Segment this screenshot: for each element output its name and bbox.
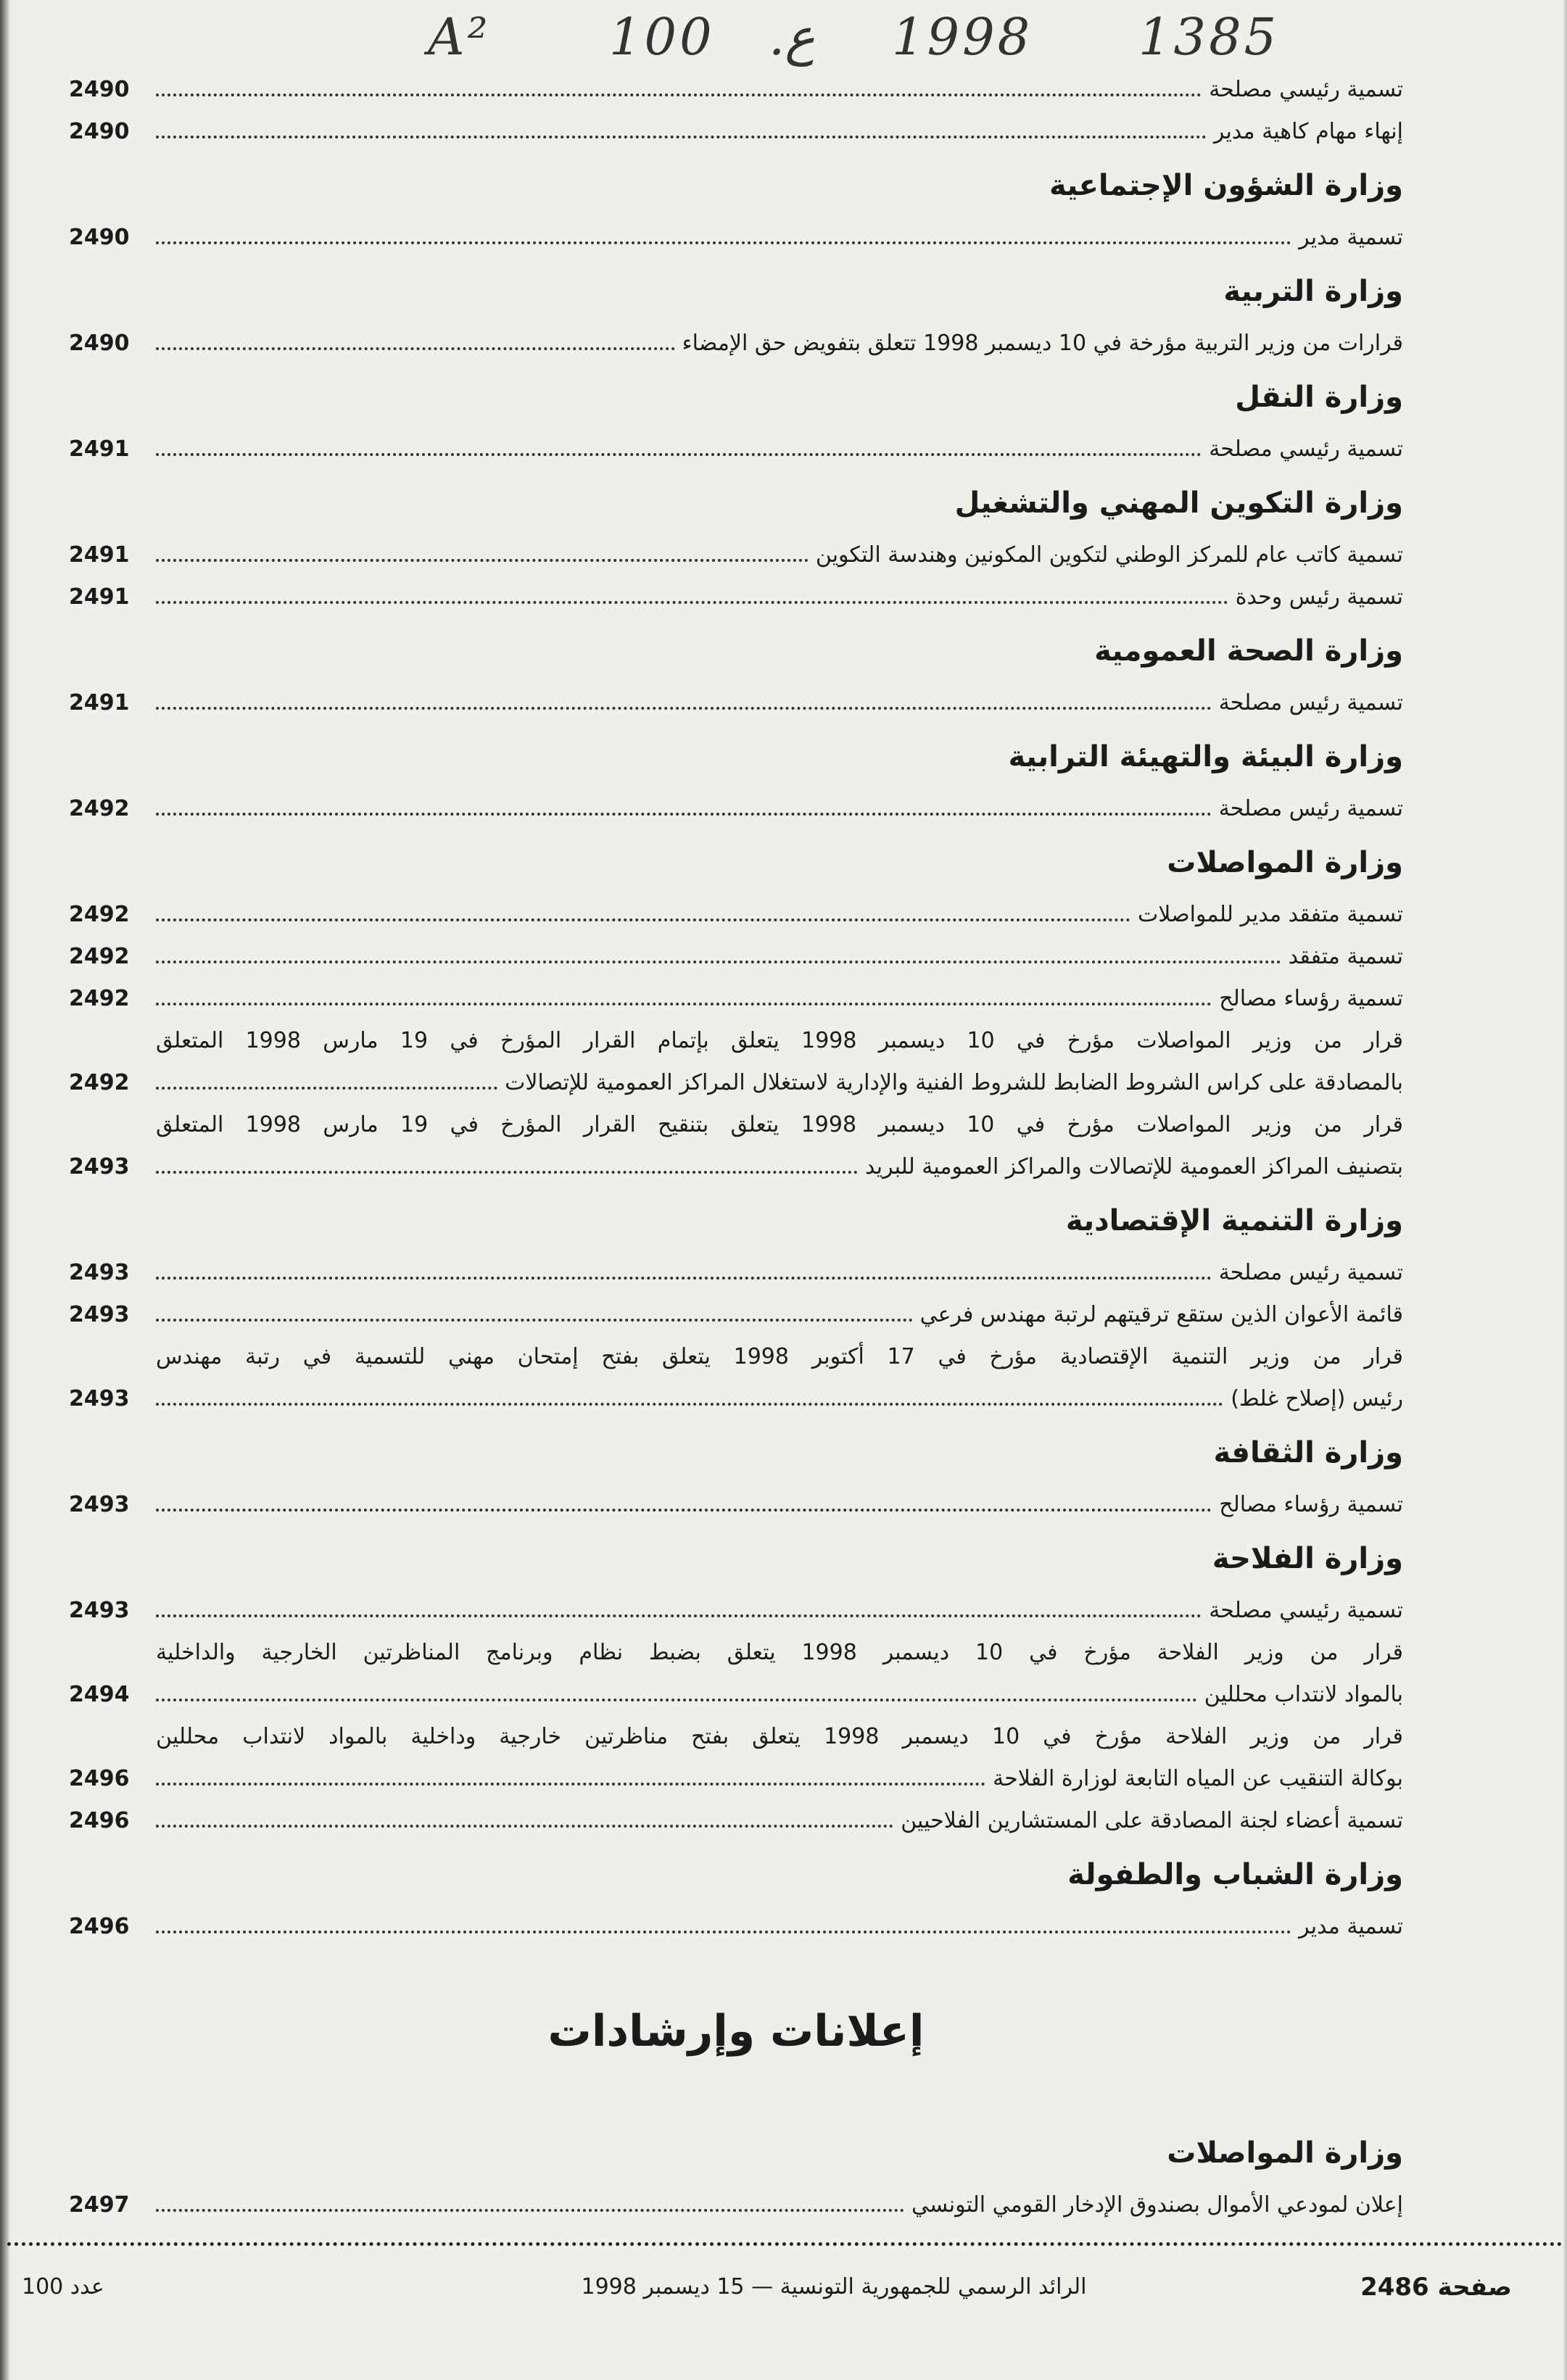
footer-rule bbox=[7, 2242, 1563, 2246]
toc-entry bbox=[69, 1800, 1403, 1842]
handwritten-reference bbox=[428, 0, 1327, 80]
dot-leader bbox=[156, 919, 1130, 921]
dot-leader bbox=[156, 347, 675, 350]
toc-entry-title: تسمية رئيس مصلحة bbox=[1218, 796, 1403, 821]
toc-entry-leader bbox=[156, 576, 1403, 618]
toc-entry-line: قرار من وزير الفلاحة مؤرخ في 10 ديسمبر 1998 يتعلق بفتح مناظرتين خارجية وداخلية بالمواد لانتداب محللين bbox=[156, 1724, 1403, 1749]
ministry-heading: وزارة الثقافة bbox=[1213, 1436, 1403, 1469]
toc-entry-leader bbox=[156, 534, 1403, 576]
toc-page-number: 2490 bbox=[69, 331, 130, 356]
footer-page-number: صفحة 2486 bbox=[1360, 2273, 1512, 2302]
dot-leader bbox=[156, 1319, 913, 1322]
ministry-heading: وزارة البيئة والتهيئة الترابية bbox=[1008, 740, 1403, 774]
dot-leader bbox=[156, 1825, 893, 1828]
dot-leader bbox=[156, 136, 1207, 138]
toc-entry bbox=[69, 534, 1403, 576]
ministry-heading: وزارة الصحة العمومية bbox=[1094, 634, 1403, 668]
toc-entry-title: تسمية رؤساء مصالح bbox=[1219, 986, 1403, 1011]
toc-entry bbox=[69, 111, 1403, 153]
toc-entry-title: بالمصادقة على كراس الشروط الضابط للشروط الفنية والإدارية لاستغلال المراكز العمومية للإتصالات bbox=[505, 1070, 1403, 1095]
toc-entry-multiline bbox=[69, 1716, 1403, 1800]
dot-leader bbox=[156, 1699, 1197, 1701]
toc-entry bbox=[69, 1484, 1403, 1526]
toc-entry-multiline bbox=[69, 1336, 1403, 1420]
toc-entry-title: تسمية رئيسي مصلحة bbox=[1209, 77, 1403, 102]
toc-entry-title: تسمية رئيسي مصلحة bbox=[1209, 436, 1403, 462]
dot-leader bbox=[156, 1783, 985, 1786]
toc-page-number: 2490 bbox=[69, 77, 130, 102]
toc-page-number: 2491 bbox=[69, 584, 130, 610]
toc-entry-leader bbox=[156, 894, 1403, 936]
dot-leader bbox=[156, 601, 1228, 604]
toc-page-number: 2490 bbox=[69, 119, 130, 144]
handwritten-ref-issue: 100 bbox=[609, 7, 715, 67]
handwritten-ref-letter: .ع bbox=[769, 7, 816, 67]
toc-entry bbox=[69, 323, 1403, 365]
toc-page-number: 2492 bbox=[69, 944, 130, 969]
toc-entry-leader bbox=[156, 428, 1403, 470]
toc-entry bbox=[69, 1590, 1403, 1632]
dot-leader bbox=[156, 1509, 1212, 1512]
dot-leader bbox=[156, 1087, 497, 1090]
ministry-heading: وزارة الشؤون الإجتماعية bbox=[1049, 169, 1403, 202]
table-of-contents bbox=[69, 69, 1403, 2226]
toc-entry bbox=[69, 576, 1403, 618]
toc-entry-title: إنهاء مهام كاهية مدير bbox=[1213, 119, 1403, 144]
toc-entry-lastline bbox=[69, 1062, 1403, 1104]
handwritten-ref-code: A² bbox=[428, 7, 491, 67]
dot-leader bbox=[156, 1931, 1291, 1933]
toc-entry-leader bbox=[156, 1758, 1403, 1800]
footer-journal-date: الرائد الرسمي للجمهورية التونسية — 15 ديسمبر 1998 bbox=[581, 2274, 1087, 2300]
toc-entry-lastline bbox=[69, 1146, 1403, 1188]
toc-page-number: 2490 bbox=[69, 225, 130, 250]
toc-entry-title: تسمية رئيس مصلحة bbox=[1218, 690, 1403, 716]
toc-entry-leader bbox=[156, 1062, 1403, 1104]
toc-entry-title: تسمية متفقد مدير للمواصلات bbox=[1137, 902, 1403, 927]
toc-entry-leader bbox=[156, 111, 1403, 153]
toc-entry-leader bbox=[156, 1146, 1403, 1188]
toc-entry-leader bbox=[156, 788, 1403, 830]
toc-entry-leader bbox=[156, 217, 1403, 259]
toc-entry-leader bbox=[156, 1378, 1403, 1420]
toc-entry-line: قرار من وزير الفلاحة مؤرخ في 10 ديسمبر 1998 يتعلق بضبط نظام وبرنامج المناظرتين الخارجية والداخلية bbox=[156, 1640, 1404, 1665]
toc-page-number: 2496 bbox=[69, 1766, 130, 1791]
toc-entry-leader bbox=[156, 1800, 1403, 1842]
toc-entry-lastline bbox=[69, 1758, 1403, 1800]
toc-page-number: 2493 bbox=[69, 1492, 130, 1517]
toc-entry-title: تسمية مدير bbox=[1299, 1914, 1403, 1939]
ministry-heading: وزارة الشباب والطفولة bbox=[1067, 1858, 1403, 1891]
toc-page-number: 2491 bbox=[69, 690, 130, 716]
toc-entry bbox=[69, 1294, 1403, 1336]
dot-leader bbox=[156, 1171, 858, 1174]
dot-leader bbox=[156, 813, 1212, 816]
toc-entry bbox=[69, 217, 1403, 259]
toc-entry bbox=[69, 936, 1403, 978]
toc-entry-leader bbox=[156, 1906, 1403, 1948]
toc-entry-title: بتصنيف المراكز العمومية للإتصالات والمراكز العمومية للبريد bbox=[864, 1154, 1403, 1179]
toc-entry-title: تسمية مدير bbox=[1299, 225, 1403, 250]
dot-leader bbox=[156, 707, 1212, 710]
notices-heading: إعلانات وإرشادات bbox=[547, 2006, 925, 2057]
toc-entry bbox=[69, 978, 1403, 1020]
toc-entry-line: قرار من وزير المواصلات مؤرخ في 10 ديسمبر 1998 يتعلق بتنقيح القرار المؤرخ في 19 مارس 1998 المتعلق bbox=[156, 1112, 1404, 1137]
toc-page-number: 2491 bbox=[69, 542, 130, 568]
toc-entry bbox=[69, 428, 1403, 470]
toc-entry-leader bbox=[156, 1294, 1403, 1336]
handwritten-ref-number: 1385 bbox=[1138, 7, 1280, 67]
toc-entry-lastline bbox=[69, 1378, 1403, 1420]
toc-page-number: 2491 bbox=[69, 436, 130, 462]
toc-entry-leader bbox=[156, 69, 1403, 111]
toc-entry-title: بوكالة التنقيب عن المياه التابعة لوزارة الفلاحة bbox=[993, 1766, 1403, 1791]
toc-entry-leader bbox=[156, 1590, 1403, 1632]
toc-entry-leader bbox=[156, 682, 1403, 724]
toc-entry-title: تسمية رئيس مصلحة bbox=[1218, 1260, 1403, 1285]
toc-entry-multiline bbox=[69, 1104, 1403, 1188]
dot-leader bbox=[156, 94, 1202, 96]
toc-entry bbox=[69, 1906, 1403, 1948]
toc-entry-title: تسمية رئيسي مصلحة bbox=[1209, 1598, 1403, 1623]
page-footer bbox=[22, 2265, 1545, 2309]
dot-leader bbox=[156, 2209, 904, 2212]
toc-entry-title: تسمية متفقد bbox=[1288, 944, 1403, 969]
toc-entry bbox=[69, 69, 1403, 111]
toc-page-number: 2493 bbox=[69, 1302, 130, 1327]
toc-entry-title: قرارات من وزير التربية مؤرخة في 10 ديسمبر 1998 تتعلق بتفويض حق الإمضاء bbox=[682, 331, 1403, 356]
ministry-heading: وزارة التربية bbox=[1223, 275, 1403, 308]
toc-entry bbox=[69, 2184, 1403, 2226]
toc-entry bbox=[69, 788, 1403, 830]
toc-page-number: 2492 bbox=[69, 1070, 130, 1095]
toc-page-number: 2493 bbox=[69, 1386, 130, 1411]
toc-entry-leader bbox=[156, 323, 1403, 365]
ministry-heading: وزارة المواصلات bbox=[1167, 2136, 1403, 2170]
dot-leader bbox=[156, 961, 1281, 963]
toc-entry-title: رئيس (إصلاح غلط) bbox=[1231, 1386, 1403, 1411]
toc-entry-title: بالمواد لانتداب محللين bbox=[1204, 1682, 1403, 1707]
dot-leader bbox=[156, 1277, 1212, 1280]
ministry-heading: وزارة الفلاحة bbox=[1212, 1542, 1403, 1575]
toc-entry-leader bbox=[156, 1674, 1403, 1716]
toc-page-number: 2492 bbox=[69, 986, 130, 1011]
toc-entry bbox=[69, 682, 1403, 724]
toc-page-number: 2494 bbox=[69, 1682, 130, 1707]
toc-entry bbox=[69, 894, 1403, 936]
toc-entry-lastline bbox=[69, 1674, 1403, 1716]
ministry-heading: وزارة النقل bbox=[1235, 381, 1403, 414]
toc-entry-leader bbox=[156, 1252, 1403, 1294]
toc-entry-title: تسمية رؤساء مصالح bbox=[1219, 1492, 1403, 1517]
toc-page-number: 2497 bbox=[69, 2192, 130, 2218]
footer-issue-number: عدد 100 bbox=[22, 2274, 104, 2300]
ministry-heading: وزارة التنمية الإقتصادية bbox=[1065, 1204, 1403, 1237]
toc-page-number: 2492 bbox=[69, 796, 130, 821]
toc-entry-leader bbox=[156, 936, 1403, 978]
toc-page-number: 2493 bbox=[69, 1154, 130, 1179]
dot-leader bbox=[156, 1003, 1212, 1006]
ministry-heading: وزارة المواصلات bbox=[1167, 846, 1403, 879]
toc-entry-title: تسمية كاتب عام للمركز الوطني لتكوين المكونين وهندسة التكوين bbox=[815, 542, 1403, 568]
toc-entry-leader bbox=[156, 2184, 1403, 2226]
toc-entry-title: إعلان لمودعي الأموال بصندوق الإدخار القومي التونسي bbox=[911, 2192, 1403, 2218]
scan-edge-shadow bbox=[0, 0, 10, 2380]
dot-leader bbox=[156, 559, 809, 562]
handwritten-ref-year: 1998 bbox=[892, 7, 1033, 67]
toc-entry bbox=[69, 1252, 1403, 1294]
ministry-heading: وزارة التكوين المهني والتشغيل bbox=[954, 486, 1403, 520]
dot-leader bbox=[156, 453, 1202, 456]
toc-entry-leader bbox=[156, 1484, 1403, 1526]
toc-page-number: 2493 bbox=[69, 1260, 130, 1285]
toc-entry-title: قائمة الأعوان الذين ستقع ترقيتهم لرتبة مهندس فرعي bbox=[919, 1302, 1403, 1327]
toc-page-number: 2492 bbox=[69, 902, 130, 927]
dot-leader bbox=[156, 241, 1291, 244]
toc-page-number: 2496 bbox=[69, 1808, 130, 1833]
toc-page-number: 2496 bbox=[69, 1914, 130, 1939]
toc-entry-title: تسمية أعضاء لجنة المصادقة على المستشارين الفلاحيين bbox=[901, 1808, 1403, 1833]
dot-leader bbox=[156, 1614, 1202, 1617]
toc-entry-leader bbox=[156, 978, 1403, 1020]
toc-entry-multiline bbox=[69, 1632, 1403, 1716]
toc-entry-multiline bbox=[69, 1020, 1403, 1104]
toc-page-number: 2493 bbox=[69, 1598, 130, 1623]
toc-entry-line: قرار من وزير المواصلات مؤرخ في 10 ديسمبر 1998 يتعلق بإتمام القرار المؤرخ في 19 مارس 1998 المتعلق bbox=[156, 1028, 1404, 1053]
toc-entry-line: قرار من وزير التنمية الإقتصادية مؤرخ في 17 أكتوبر 1998 يتعلق بفتح إمتحان مهني للتسمية في رتبة مهندس bbox=[156, 1344, 1403, 1369]
toc-entry-title: تسمية رئيس وحدة bbox=[1235, 584, 1403, 610]
dot-leader bbox=[156, 1403, 1223, 1406]
scan-edge-shadow-right bbox=[1563, 0, 1567, 2380]
